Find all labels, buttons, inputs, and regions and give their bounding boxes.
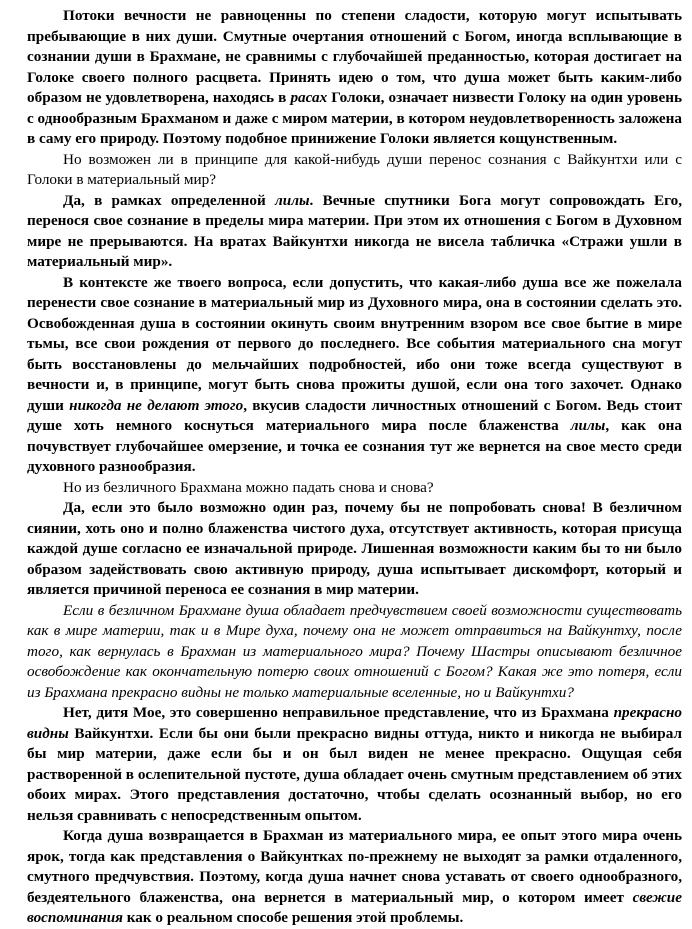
text-span: Когда душа возвращается в Брахман из материального мира, ее опыт этого мира очень ярок, тогда как представления о Вайкунтках по-прежнему не выходят за рамки отдаленного, смутного предчувствия. Поэтому, когда душа начнет снова уставать от своего однообразного, бездеятельного блаженства, она вернется в материальный мир, о котором имеет [27, 827, 682, 906]
text-span: как о реальном способе решения этой проблемы. [122, 909, 464, 926]
text-span: Потоки вечности не равноценны по степени сладости, которую могут испытывать пребывающие в них души. Смутные очертания отношений с Богом, иногда всплывающие в сознании души в Брахмане, не сравнимы с глубочайшей преданностью, которая достигает на Голоке своего полного расцвета. Принять идею о том, что душа может быть каким-либо образом не удовлетворена, находясь в [27, 7, 682, 106]
answer-lila [27, 191, 682, 273]
italic-span: прекрасно видны [27, 704, 682, 742]
text-span: В контексте же твоего вопроса, если допустить, что какая-либо душа все же пожелала перенести свое сознание в материальный мир из Духовного мира, она в состоянии сделать это. Освобожденная душа в состоянии окинуть своим внутренним взором все свое бытие в мире тьмы, все свои рождения от первого до последнего. Все события материального сна могут быть восстановлены до мельчайших подробностей, ибо они тоже всегда существуют в вечности и, в принципе, могут быть снова прожиты душой, если она того захочет. Однако души [27, 273, 682, 414]
text-span: Нет, дитя Мое, это совершенно неправильное представление, что из Брахмана [63, 704, 614, 721]
text-span: Если в безличном Брахмане душа обладает предчувствием своей возможности существовать как в мире материи, так и в Мире духа, почему она не может отправиться на Вайкунтху, после того, как вернулась в Брахман из материального мира? Почему Шастры описывают безличное освобождение как окончательную потерю своих отношений с Богом? Какая же это потеря, если из Брахмана прекрасно видны не только материальные вселенные, но и Вайкунтхи? [27, 601, 682, 701]
text-span: Да, если это было возможно один раз, почему бы не попробовать снова! В безличном сиянии, хоть оно и полно блаженства чистого духа, отсутствует активность, которая присуща каждой душе согласно ее изначальной природе. Лишенная возможности каким бы то ни было образом задействовать свою активную природу, душа испытывает дискомфорт, который и является причиной переноса ее сознания в мир материи. [27, 499, 682, 598]
question-transfer-consciousness [27, 150, 682, 191]
italic-span: лилы [274, 191, 310, 209]
text-span: , как она почувствует глубочайшее омерзение, и точка ее сознания тут же вернется на свое место среди духовного разнообразия. [27, 417, 682, 475]
text-span: , вкусив сладости личностных отношений с Богом. Ведь стоит душе хоть немного коснуться материального мира после блаженства [27, 396, 682, 434]
paragraph-goloka-rasa [27, 6, 682, 150]
question-vaikuntha-visibility [27, 601, 682, 704]
answer-brahman-fall [27, 498, 682, 601]
text-span: Да, в рамках определенной [63, 191, 275, 209]
answer-return-to-brahman [27, 826, 682, 929]
italic-span: никогда не делают этого [69, 396, 244, 414]
text-span: Вайкунтхи. Если бы они были прекрасно видны оттуда, никто и никогда не выбирал бы мир материи, даже если бы и он был виден не менее прекрасно. Ощущая себя растворенной в ослепительной пустоте, душа обладает очень смутным представлением об этих обоих мирах. Этого представления достаточно, чтобы сделать осознанный выбор, но его нельзя сравнивать с непосредственным опытом. [27, 724, 682, 824]
text-span: Голоки, означает низвести Голоку на один уровень с однообразным Брахманом и даже с миром материи, в котором неудовлетворенность заложена в саму его природу. Поэтому подобное принижение Голоки является кощунственным. [27, 89, 682, 147]
text-span: Но из безличного Брахмана можно падать снова и снова? [63, 478, 434, 496]
italic-span: лилы [570, 417, 606, 434]
text-span: Но возможен ли в принципе для какой-нибудь души перенос сознания с Вайкунтхи или с Голоки в материальный мир? [27, 150, 682, 188]
italic-span: расах [290, 89, 328, 106]
answer-context [27, 273, 682, 478]
text-span: . Вечные спутники Бога могут сопровождать Его, перенося свое сознание в пределы мира материи. При этом их отношения с Богом в Духовном мире не прерываются. На вратах Вайкунтхи никогда не висела табличка «Стражи ушли в материальный мир». [27, 191, 682, 270]
italic-span: свежие воспоминания [27, 888, 682, 926]
question-brahman-fall [27, 478, 682, 499]
document-page [27, 6, 682, 929]
answer-vaikuntha-visibility [27, 703, 682, 826]
